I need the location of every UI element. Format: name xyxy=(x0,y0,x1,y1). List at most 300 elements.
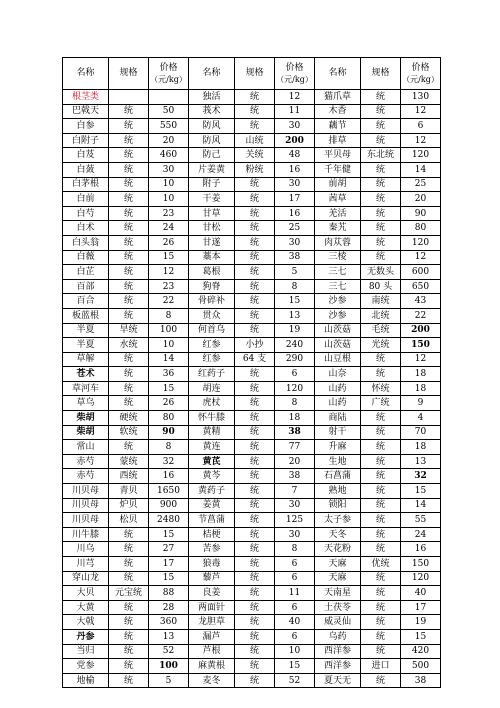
cell-name: 巴戟天 xyxy=(63,104,109,119)
table-row xyxy=(63,323,441,338)
table-row xyxy=(63,542,441,557)
cell-name: 苦参 xyxy=(189,542,235,557)
table-row xyxy=(63,659,441,674)
cell-spec: 西统 xyxy=(109,469,149,484)
table-row xyxy=(63,308,441,323)
header-price-unit: （元/kg） xyxy=(150,74,187,84)
table-row xyxy=(63,586,441,601)
cell-spec: 光统 xyxy=(361,338,401,353)
cell-spec: 统 xyxy=(361,629,401,644)
cell-spec: 蒙统 xyxy=(109,454,149,469)
cell-price: 650 xyxy=(401,279,441,294)
table-row xyxy=(63,367,441,382)
table-row xyxy=(63,615,441,630)
cell-spec: 旱统 xyxy=(109,323,149,338)
cell-price: 19 xyxy=(275,323,315,338)
table-row xyxy=(63,513,441,528)
cell-name: 山茨菇 xyxy=(315,323,361,338)
cell-price: 30 xyxy=(149,162,189,177)
cell-spec: 统 xyxy=(361,411,401,426)
cell-spec: 统 xyxy=(361,600,401,615)
cell-name: 肉苁蓉 xyxy=(315,235,361,250)
cell-price: 52 xyxy=(275,673,315,688)
cell-name: 白芷 xyxy=(63,265,109,280)
cell-name: 熟地 xyxy=(315,484,361,499)
cell-spec: 统 xyxy=(235,279,275,294)
cell-name: 天南星 xyxy=(315,586,361,601)
cell-spec: 粉统 xyxy=(235,162,275,177)
cell-spec: 统 xyxy=(361,498,401,513)
cell-spec: 水统 xyxy=(109,338,149,353)
table-row xyxy=(63,381,441,396)
cell-name: 常山 xyxy=(63,440,109,455)
cell-name: 排草 xyxy=(315,133,361,148)
cell-spec: 统 xyxy=(361,235,401,250)
cell-price: 8 xyxy=(275,279,315,294)
cell-name: 狗脊 xyxy=(189,279,235,294)
cell-price: 16 xyxy=(401,542,441,557)
cell-price: 22 xyxy=(401,308,441,323)
cell-name: 藕节 xyxy=(315,119,361,134)
cell-spec: 统 xyxy=(109,527,149,542)
cell-price: 18 xyxy=(401,367,441,382)
cell-name: 地榆 xyxy=(63,673,109,688)
cell-spec: 统 xyxy=(235,192,275,207)
cell-price: 80 xyxy=(401,221,441,236)
cell-spec: 统 xyxy=(361,352,401,367)
cell-name: 川芎 xyxy=(63,557,109,572)
cell-name: 藜芦 xyxy=(189,571,235,586)
cell-name: 何首乌 xyxy=(189,323,235,338)
cell-price: 15 xyxy=(149,381,189,396)
cell-price: 12 xyxy=(275,90,315,105)
cell-spec: 统 xyxy=(109,308,149,323)
cell-price: 360 xyxy=(149,615,189,630)
cell-name: 片姜黄 xyxy=(189,162,235,177)
cell-spec: 统 xyxy=(109,600,149,615)
cell-spec: 关统 xyxy=(235,148,275,163)
cell-spec: 元宝统 xyxy=(109,586,149,601)
cell-name: 白芨 xyxy=(63,148,109,163)
table-row xyxy=(63,250,441,265)
cell-name: 石菖蒲 xyxy=(315,469,361,484)
cell-price: 550 xyxy=(149,119,189,134)
cell-spec: 统 xyxy=(109,571,149,586)
cell-name: 半夏 xyxy=(63,323,109,338)
cell-spec: 统 xyxy=(235,557,275,572)
cell-name: 天麻 xyxy=(315,571,361,586)
cell-name: 白芍 xyxy=(63,206,109,221)
cell-price: 22 xyxy=(149,294,189,309)
cell-price: 8 xyxy=(275,396,315,411)
cell-price: 8 xyxy=(149,440,189,455)
cell-name: 姜黄 xyxy=(189,498,235,513)
cell-spec: 统 xyxy=(235,411,275,426)
cell-price: 16 xyxy=(275,162,315,177)
cell-name: 大戟 xyxy=(63,615,109,630)
cell-price: 38 xyxy=(275,425,315,440)
cell-spec: 统 xyxy=(361,425,401,440)
cell-spec: 统 xyxy=(361,206,401,221)
cell-spec: 统 xyxy=(109,367,149,382)
cell-price: 10 xyxy=(149,192,189,207)
cell-name: 麻黄根 xyxy=(189,659,235,674)
cell-price: 1650 xyxy=(149,484,189,499)
cell-name: 干姜 xyxy=(189,192,235,207)
cell-name: 百部 xyxy=(63,279,109,294)
cell-name: 芦根 xyxy=(189,644,235,659)
cell-name: 生地 xyxy=(315,454,361,469)
cell-price: 40 xyxy=(275,615,315,630)
cell-name: 附子 xyxy=(189,177,235,192)
cell-price: 32 xyxy=(149,454,189,469)
cell-price: 48 xyxy=(275,148,315,163)
table-row xyxy=(63,279,441,294)
cell-price: 120 xyxy=(401,235,441,250)
cell-spec: 统 xyxy=(361,192,401,207)
cell-spec: 统 xyxy=(235,381,275,396)
cell-spec: 统 xyxy=(235,396,275,411)
cell-spec: 青贝 xyxy=(109,484,149,499)
cell-spec: 无数头 xyxy=(361,265,401,280)
cell-name: 锁阳 xyxy=(315,498,361,513)
cell-price: 26 xyxy=(149,396,189,411)
cell-name: 大黄 xyxy=(63,600,109,615)
cell-name: 莪术 xyxy=(189,104,235,119)
cell-price: 5 xyxy=(149,673,189,688)
cell-name: 三七 xyxy=(315,279,361,294)
cell-price: 18 xyxy=(401,381,441,396)
cell-name: 骨碎补 xyxy=(189,294,235,309)
cell-spec: 统 xyxy=(361,673,401,688)
cell-spec: 统 xyxy=(109,162,149,177)
header-price xyxy=(275,58,315,90)
cell-price: 290 xyxy=(275,352,315,367)
table-row xyxy=(63,221,441,236)
cell-spec: 统 xyxy=(235,90,275,105)
cell-spec: 统 xyxy=(361,133,401,148)
cell-spec: 小抄 xyxy=(235,338,275,353)
table-row xyxy=(63,644,441,659)
header-price-unit: （元/kg） xyxy=(276,74,313,84)
cell-spec xyxy=(109,90,149,105)
cell-price: 90 xyxy=(149,425,189,440)
cell-spec: 优统 xyxy=(361,557,401,572)
cell-name: 川牛膝 xyxy=(63,527,109,542)
cell-spec: 统 xyxy=(361,440,401,455)
cell-spec: 统 xyxy=(109,542,149,557)
cell-price: 38 xyxy=(275,250,315,265)
cell-name: 射干 xyxy=(315,425,361,440)
table-row xyxy=(63,498,441,513)
cell-name: 大贝 xyxy=(63,586,109,601)
cell-price: 500 xyxy=(401,659,441,674)
cell-name: 虎杖 xyxy=(189,396,235,411)
header-price-unit: （元/kg） xyxy=(402,74,439,84)
cell-spec: 统 xyxy=(109,644,149,659)
cell-name: 胡连 xyxy=(189,381,235,396)
cell-spec: 统 xyxy=(235,119,275,134)
cell-price: 55 xyxy=(401,513,441,528)
cell-price: 18 xyxy=(275,411,315,426)
cell-name: 草解 xyxy=(63,352,109,367)
cell-name: 白头翁 xyxy=(63,235,109,250)
cell-price: 19 xyxy=(401,615,441,630)
cell-spec: 统 xyxy=(361,162,401,177)
cell-name: 红药子 xyxy=(189,367,235,382)
header-row xyxy=(63,58,441,90)
cell-price: 20 xyxy=(149,133,189,148)
cell-price: 11 xyxy=(275,586,315,601)
cell-name: 平贝母 xyxy=(315,148,361,163)
cell-spec: 进口 xyxy=(361,659,401,674)
table-row xyxy=(63,484,441,499)
cell-name: 藁本 xyxy=(189,250,235,265)
cell-price: 30 xyxy=(275,498,315,513)
cell-spec: 广统 xyxy=(361,396,401,411)
cell-name: 川贝母 xyxy=(63,498,109,513)
table-row xyxy=(63,235,441,250)
cell-name: 良姜 xyxy=(189,586,235,601)
cell-price: 120 xyxy=(401,571,441,586)
cell-price: 38 xyxy=(401,673,441,688)
cell-name: 甘草 xyxy=(189,206,235,221)
cell-spec: 统 xyxy=(235,104,275,119)
cell-price: 24 xyxy=(149,221,189,236)
cell-price: 6 xyxy=(275,557,315,572)
cell-name: 白薇 xyxy=(63,250,109,265)
cell-spec: 统 xyxy=(109,192,149,207)
cell-name: 三棱 xyxy=(315,250,361,265)
header-spec: 规格 xyxy=(235,58,275,90)
cell-name: 白茅根 xyxy=(63,177,109,192)
cell-spec: 统 xyxy=(109,177,149,192)
cell-spec: 统 xyxy=(109,381,149,396)
cell-price: 5 xyxy=(275,265,315,280)
cell-spec: 统 xyxy=(235,323,275,338)
cell-price: 6 xyxy=(275,629,315,644)
cell-name: 龙胆草 xyxy=(189,615,235,630)
header-name: 名称 xyxy=(189,58,235,90)
table-row xyxy=(63,104,441,119)
cell-name: 沙参 xyxy=(315,294,361,309)
cell-price: 15 xyxy=(149,571,189,586)
cell-price: 100 xyxy=(149,659,189,674)
cell-name: 天麻 xyxy=(315,557,361,572)
cell-spec: 北统 xyxy=(361,308,401,323)
cell-spec: 统 xyxy=(109,235,149,250)
cell-spec: 软统 xyxy=(109,425,149,440)
cell-price: 17 xyxy=(275,192,315,207)
cell-name: 羌活 xyxy=(315,206,361,221)
cell-spec: 统 xyxy=(235,454,275,469)
cell-name: 山豆根 xyxy=(315,352,361,367)
cell-price: 52 xyxy=(149,644,189,659)
cell-price: 6 xyxy=(275,600,315,615)
cell-name: 防风 xyxy=(189,119,235,134)
table-row xyxy=(63,148,441,163)
table-row xyxy=(63,440,441,455)
cell-price: 15 xyxy=(401,629,441,644)
cell-spec: 统 xyxy=(361,250,401,265)
cell-spec: 80 头 xyxy=(361,279,401,294)
cell-name: 党参 xyxy=(63,659,109,674)
cell-spec: 山统 xyxy=(235,133,275,148)
cell-price: 38 xyxy=(275,469,315,484)
cell-name: 乌药 xyxy=(315,629,361,644)
cell-name: 狼毒 xyxy=(189,557,235,572)
cell-spec: 统 xyxy=(235,527,275,542)
cell-spec: 统 xyxy=(361,367,401,382)
cell-price: 8 xyxy=(275,542,315,557)
cell-price: 20 xyxy=(275,454,315,469)
cell-name: 威灵仙 xyxy=(315,615,361,630)
cell-spec: 统 xyxy=(235,440,275,455)
cell-name: 半夏 xyxy=(63,338,109,353)
cell-spec: 东北统 xyxy=(361,148,401,163)
cell-name: 升麻 xyxy=(315,440,361,455)
cell-price: 15 xyxy=(149,250,189,265)
header-price xyxy=(149,58,189,90)
cell-price: 120 xyxy=(275,381,315,396)
header-price-label: 价格 xyxy=(411,62,430,73)
cell-name: 当归 xyxy=(63,644,109,659)
cell-spec: 炉贝 xyxy=(109,498,149,513)
cell-name: 白附子 xyxy=(63,133,109,148)
cell-price: 12 xyxy=(401,352,441,367)
cell-price: 36 xyxy=(149,367,189,382)
cell-name: 黄芪 xyxy=(189,454,235,469)
cell-name: 防己 xyxy=(189,148,235,163)
table-body xyxy=(63,90,441,688)
cell-price: 6 xyxy=(275,367,315,382)
cell-price: 11 xyxy=(275,104,315,119)
cell-price: 23 xyxy=(149,279,189,294)
cell-spec: 统 xyxy=(235,308,275,323)
cell-price: 24 xyxy=(401,527,441,542)
cell-spec: 统 xyxy=(109,148,149,163)
cell-price: 12 xyxy=(149,265,189,280)
cell-name: 黄药子 xyxy=(189,484,235,499)
cell-name: 红参 xyxy=(189,352,235,367)
cell-price: 40 xyxy=(401,586,441,601)
cell-name: 红参 xyxy=(189,338,235,353)
cell-name: 沙参 xyxy=(315,308,361,323)
cell-price: 88 xyxy=(149,586,189,601)
cell-price: 14 xyxy=(401,162,441,177)
cell-spec: 统 xyxy=(361,615,401,630)
cell-name: 川乌 xyxy=(63,542,109,557)
cell-price: 77 xyxy=(275,440,315,455)
cell-price: 70 xyxy=(401,425,441,440)
cell-spec: 统 xyxy=(109,673,149,688)
cell-price: 23 xyxy=(149,206,189,221)
cell-price: 900 xyxy=(149,498,189,513)
table-row xyxy=(63,425,441,440)
table-row xyxy=(63,265,441,280)
cell-name: 甘遂 xyxy=(189,235,235,250)
cell-name: 茜草 xyxy=(315,192,361,207)
cell-spec: 统 xyxy=(235,571,275,586)
cell-spec: 统 xyxy=(109,133,149,148)
cell-spec: 统 xyxy=(361,484,401,499)
cell-name: 葛根 xyxy=(189,265,235,280)
header-name: 名称 xyxy=(63,58,109,90)
cell-name: 千年健 xyxy=(315,162,361,177)
table-row xyxy=(63,396,441,411)
cell-price: 600 xyxy=(401,265,441,280)
cell-name: 白术 xyxy=(63,221,109,236)
cell-price: 32 xyxy=(401,469,441,484)
cell-name: 丹参 xyxy=(63,629,109,644)
cell-name: 山奈 xyxy=(315,367,361,382)
cell-name: 白蔹 xyxy=(63,162,109,177)
cell-name: 川贝母 xyxy=(63,513,109,528)
cell-name: 白参 xyxy=(63,119,109,134)
cell-price: 90 xyxy=(401,206,441,221)
cell-name: 柴胡 xyxy=(63,411,109,426)
cell-price: 17 xyxy=(401,600,441,615)
cell-spec: 统 xyxy=(235,513,275,528)
cell-name: 穿山龙 xyxy=(63,571,109,586)
table-row xyxy=(63,338,441,353)
cell-spec: 统 xyxy=(109,352,149,367)
cell-spec: 统 xyxy=(235,367,275,382)
cell-price: 30 xyxy=(275,119,315,134)
cell-spec: 统 xyxy=(235,498,275,513)
cell-price: 7 xyxy=(275,484,315,499)
table-row xyxy=(63,629,441,644)
cell-price: 150 xyxy=(401,557,441,572)
cell-price: 4 xyxy=(401,411,441,426)
cell-spec: 统 xyxy=(235,469,275,484)
cell-price: 10 xyxy=(149,338,189,353)
cell-name: 节菖蒲 xyxy=(189,513,235,528)
cell-spec: 统 xyxy=(109,279,149,294)
cell-price: 14 xyxy=(401,498,441,513)
cell-name: 黄精 xyxy=(189,425,235,440)
cell-name: 苍术 xyxy=(63,367,109,382)
cell-name: 柴胡 xyxy=(63,425,109,440)
cell-spec: 统 xyxy=(361,104,401,119)
table-row xyxy=(63,600,441,615)
header-price-label: 价格 xyxy=(285,62,304,73)
cell-price: 15 xyxy=(275,294,315,309)
cell-price: 28 xyxy=(149,600,189,615)
cell-price: 13 xyxy=(275,308,315,323)
cell-name: 根茎类 xyxy=(63,90,109,105)
cell-spec: 统 xyxy=(361,644,401,659)
cell-price: 6 xyxy=(275,571,315,586)
cell-name: 山茨菇 xyxy=(315,338,361,353)
cell-name: 草乌 xyxy=(63,396,109,411)
cell-spec: 统 xyxy=(235,615,275,630)
table-row xyxy=(63,192,441,207)
cell-price: 240 xyxy=(275,338,315,353)
table-row xyxy=(63,673,441,688)
cell-spec: 统 xyxy=(235,177,275,192)
cell-spec: 松贝 xyxy=(109,513,149,528)
cell-spec: 统 xyxy=(109,206,149,221)
cell-price xyxy=(149,90,189,105)
cell-name: 贯众 xyxy=(189,308,235,323)
cell-name: 木香 xyxy=(315,104,361,119)
cell-price: 25 xyxy=(275,221,315,236)
cell-spec: 统 xyxy=(361,527,401,542)
cell-name: 西洋参 xyxy=(315,644,361,659)
cell-name: 甘松 xyxy=(189,221,235,236)
cell-name: 土茯苓 xyxy=(315,600,361,615)
